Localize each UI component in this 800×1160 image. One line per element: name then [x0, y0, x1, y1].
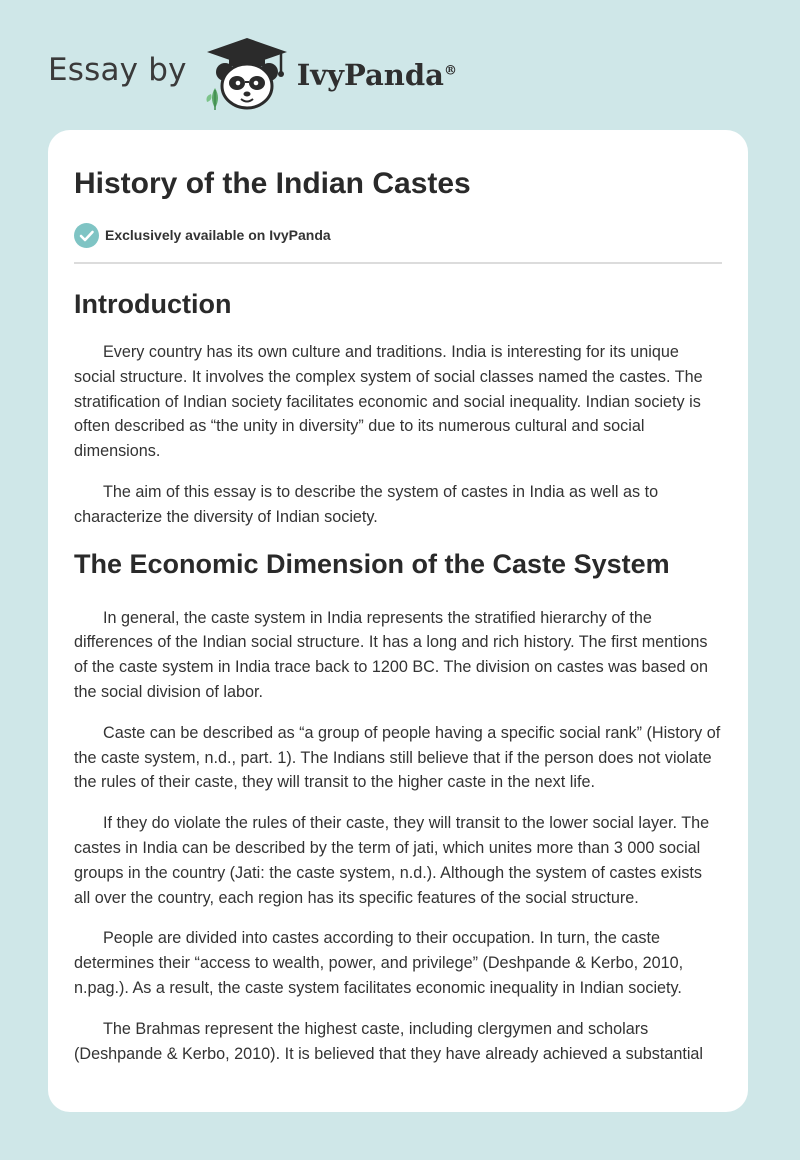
- registered-mark: ®: [443, 63, 457, 79]
- panda-logo-icon: [201, 36, 293, 112]
- section-heading-economic-dimension: The Economic Dimension of the Caste System: [74, 548, 670, 579]
- essay-card: [48, 130, 748, 1112]
- brand-prefix: Essay by: [48, 52, 187, 88]
- essay-title: History of the Indian Castes: [74, 167, 471, 200]
- paragraph: If they do violate the rules of their caste, they will transit to the lower social layer. The castes in India can be described by the term of jati, which unites more than 3 000 social groups in the country (Jati: the caste system, n.d.). Although the system of castes exists all over the country, each region has its specific features of the social structure.: [74, 814, 710, 907]
- paragraph: People are divided into castes according to their occupation. In turn, the caste determines their “access to wealth, power, and privilege” (Deshpande & Kerbo, 2010, n.pag.). As a result, the caste system facilitates economic inequality in Indian society.: [74, 929, 684, 997]
- paragraph: Every country has its own culture and traditions. India is interesting for its unique social structure. It involves the complex system of social classes named the castes. The stratification of Indian society facilitates economic and social inequality. Indian society is often described as “the unity in diversity” due to its numerous cultural and social dimensions.: [74, 343, 703, 461]
- paragraph: The Brahmas represent the highest caste, including clergymen and scholars (Deshpande & Kerbo, 2010). It is believed that they have already achieved a substantial: [74, 1019, 704, 1063]
- exclusive-badge: [74, 222, 722, 248]
- paragraph: In general, the caste system in India represents the stratified hierarchy of the differences of the Indian social structure. It has a long and rich history. The first mentions of the caste system in India trace back to 1200 BC. The division on castes was based on the social division of labor.: [74, 608, 709, 701]
- brand-name: IvyPanda®: [296, 58, 457, 92]
- paragraph: The aim of this essay is to describe the system of castes in India as well as to characterize the diversity of Indian society.: [74, 482, 659, 526]
- brand-header[interactable]: [48, 36, 457, 112]
- section-heading-introduction: Introduction: [74, 289, 232, 319]
- paragraph: Caste can be described as “a group of people having a specific social rank” (History of the caste system, n.d., part. 1). The Indians still believe that if the person does not violate the rules of their caste, they will transit to the higher caste in the next life.: [74, 723, 721, 792]
- title-divider: [74, 262, 722, 264]
- badge-text: Exclusively available on IvyPanda: [105, 227, 331, 243]
- check-circle-icon: [74, 223, 99, 248]
